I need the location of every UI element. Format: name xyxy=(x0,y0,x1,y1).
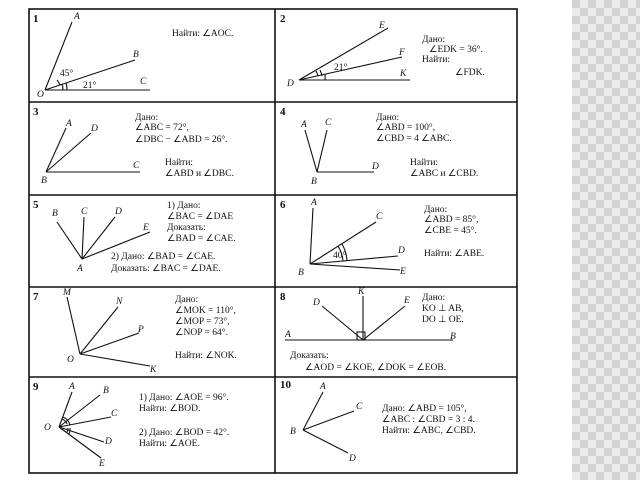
point-label: C xyxy=(325,118,332,128)
point-label: D xyxy=(115,207,122,217)
problem-text: ∠FDK. xyxy=(455,68,485,78)
problem-number: 3 xyxy=(33,106,39,118)
point-label: A xyxy=(77,264,83,274)
point-label: C xyxy=(140,77,147,87)
point-label: A xyxy=(320,382,326,392)
point-label: E xyxy=(143,223,149,233)
point-label: E xyxy=(404,296,410,306)
problem-text: ∠BAC = ∠DAE xyxy=(167,212,234,222)
problem-text: ∠MOK = 110°, xyxy=(175,306,236,316)
point-label: N xyxy=(116,297,123,307)
problem-number: 8 xyxy=(280,291,286,303)
problem-number: 4 xyxy=(280,106,286,118)
problem-text: ∠ABC : ∠CBD = 3 : 4. xyxy=(382,415,475,425)
problem-text: ∠ABC и ∠CBD. xyxy=(410,169,479,179)
problem-text: ∠ABD и ∠DBC. xyxy=(165,169,234,179)
figure-10 xyxy=(303,392,354,453)
point-label: A xyxy=(66,119,72,129)
figure-9 xyxy=(59,392,111,458)
point-label: B xyxy=(311,177,317,187)
problem-number: 1 xyxy=(33,13,39,25)
point-label: C xyxy=(81,207,88,217)
problem-text: Дано: xyxy=(422,293,446,303)
point-label: O xyxy=(67,355,74,365)
point-label: B xyxy=(103,386,109,396)
angle-label: 40° xyxy=(333,251,347,261)
point-label: C xyxy=(133,161,140,171)
problem-text: ∠ABC = 72°, xyxy=(135,123,189,133)
problem-text: Найти: xyxy=(165,158,194,168)
point-label: A xyxy=(301,120,307,130)
point-label: B xyxy=(133,50,139,60)
problem-9 xyxy=(33,381,229,469)
angle-label: 21° xyxy=(334,63,348,73)
problem-text: Найти: xyxy=(422,55,451,65)
problem-10 xyxy=(280,379,476,464)
problem-4 xyxy=(280,106,478,187)
point-label: E xyxy=(400,267,406,277)
problem-text: ∠ABD = 100°, xyxy=(376,123,436,133)
problem-text: DO ⊥ OE. xyxy=(422,315,464,325)
point-label: E xyxy=(99,459,105,469)
problem-text: Дано: xyxy=(424,205,448,215)
problem-number: 2 xyxy=(280,13,286,25)
point-label: B xyxy=(290,427,296,437)
angle-label: 21° xyxy=(83,81,97,91)
problem-text: Дано: xyxy=(135,113,159,123)
point-label: B xyxy=(52,209,58,219)
problem-1 xyxy=(33,12,233,100)
problem-number: 6 xyxy=(280,199,286,211)
problem-7 xyxy=(33,288,237,375)
problem-text: Дано: ∠ABD = 105°, xyxy=(382,404,467,414)
point-label: O xyxy=(37,90,44,100)
figure-2 xyxy=(299,28,410,80)
problem-text: Дано: xyxy=(376,113,400,123)
problem-text: Найти: ∠BOD. xyxy=(139,404,201,414)
problem-number: 10 xyxy=(280,379,291,391)
point-label: D xyxy=(313,298,320,308)
problem-text: ∠DBC − ∠ABD = 26°. xyxy=(135,135,228,145)
figure-6 xyxy=(310,208,400,270)
point-label: C xyxy=(356,402,363,412)
problem-8 xyxy=(280,287,464,373)
figure-3 xyxy=(46,128,140,172)
problem-text: Доказать: xyxy=(290,351,329,361)
problem-text: ∠CBE = 45°. xyxy=(424,226,477,236)
problem-text: ∠AOD = ∠KOE, ∠DOK = ∠EOB. xyxy=(305,363,447,373)
problem-number: 5 xyxy=(33,199,39,211)
problem-text: Доказать: ∠BAC = ∠DAE. xyxy=(111,264,221,274)
problem-text: Доказать: xyxy=(167,223,206,233)
problem-text: 2) Дано: ∠BOD = 42°. xyxy=(139,428,230,438)
problem-text: ∠CBD = 4 ∠ABC. xyxy=(376,134,452,144)
problem-text: Найти: xyxy=(410,158,439,168)
point-label: D xyxy=(91,124,98,134)
problem-2 xyxy=(280,13,485,89)
problem-text: 1) Дано: ∠AOE = 96°. xyxy=(139,393,229,403)
point-label: P xyxy=(138,325,144,335)
point-label: D xyxy=(349,454,356,464)
problem-3 xyxy=(33,106,234,186)
problem-text: ∠ABD = 85°, xyxy=(424,215,479,225)
problem-text: Найти: ∠NOK. xyxy=(175,351,237,361)
problem-text: Найти: ∠ABC, ∠CBD. xyxy=(382,426,476,436)
problem-text: Найти: ∠ABE. xyxy=(424,249,485,259)
problem-number: 7 xyxy=(33,291,39,303)
problem-text: Найти: ∠AOE. xyxy=(139,439,200,449)
point-label: C xyxy=(376,212,383,222)
point-label: B xyxy=(450,332,456,342)
point-label: E xyxy=(379,21,385,31)
point-label: A xyxy=(69,382,75,392)
problem-text: ∠NOP = 64°. xyxy=(175,328,228,338)
problem-text: 2) Дано: ∠BAD = ∠CAE. xyxy=(111,252,216,262)
point-label: D xyxy=(398,246,405,256)
point-label: K xyxy=(358,287,365,297)
point-label: K xyxy=(150,365,157,375)
point-label: B xyxy=(41,176,47,186)
point-label: F xyxy=(399,48,405,58)
point-label: A xyxy=(74,12,80,22)
point-label: C xyxy=(111,409,118,419)
problem-text: KO ⊥ AB, xyxy=(422,304,464,314)
angle-label: 45° xyxy=(60,69,74,79)
figure-4 xyxy=(305,130,374,172)
point-label: D xyxy=(372,162,379,172)
problem-text: ∠EDK = 36°. xyxy=(429,45,483,55)
problem-text: Дано: xyxy=(422,35,446,45)
point-label: B xyxy=(298,268,304,278)
point-label: K xyxy=(400,69,407,79)
problem-text: ∠BAD = ∠CAE. xyxy=(167,234,236,244)
point-label: M xyxy=(63,288,71,298)
problem-text: ∠MOP = 73°, xyxy=(175,317,230,327)
point-label: A xyxy=(285,330,291,340)
point-label: D xyxy=(287,79,294,89)
problem-6 xyxy=(280,198,484,278)
problem-5 xyxy=(33,199,236,274)
point-label: O xyxy=(44,423,51,433)
point-label: D xyxy=(105,437,112,447)
problem-text: Дано: xyxy=(175,295,199,305)
problem-text: Найти: ∠AOC. xyxy=(172,29,234,39)
point-label: A xyxy=(311,198,317,208)
problem-text: 1) Дано: xyxy=(167,201,201,211)
problem-number: 9 xyxy=(33,381,39,393)
